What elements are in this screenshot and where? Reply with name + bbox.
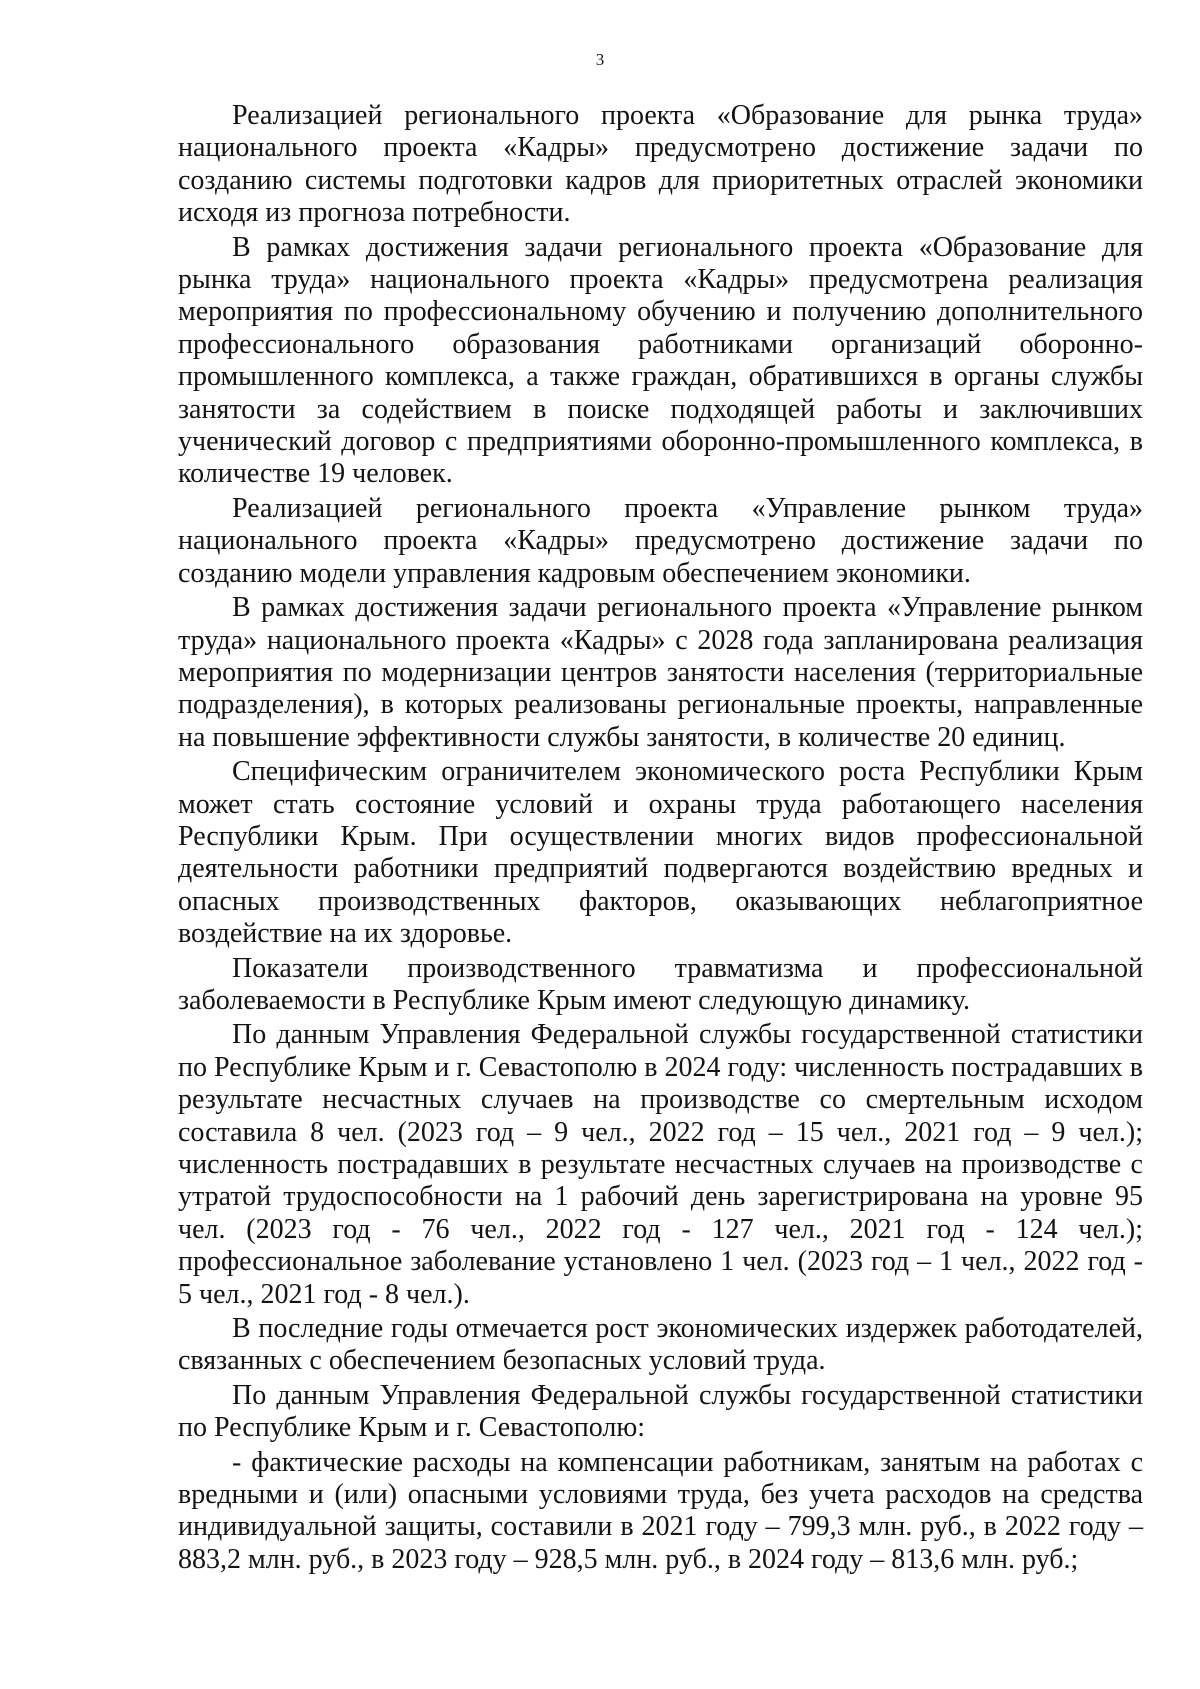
paragraph-labor-market-project: Реализацией регионального проекта «Управление рынком труда» национального проекта «Кадры» предусмотрено достижение задачи по созданию модели управления кадровым обеспечением экономики. [178,492,1143,589]
paragraph-defense-training: В рамках достижения задачи регионального проекта «Образование для рынка труда» национального проекта «Кадры» предусмотрена реализация мероприятия по профессиональному обучению и получению дополнительного профессионального образования работниками организаций оборонно-промышленного комплекса, а также граждан, обратившихся в органы службы занятости за содействием в поиске подходящей работы и заключивших ученический договор с предприятиями оборонно-промышленного комплекса, в количестве 19 человек. [178,231,1143,490]
paragraph-injury-statistics: По данным Управления Федеральной службы государственной статистики по Республике Крым и г. Севастополю в 2024 году: численность пострадавших в результате несчастных случаев на производстве со смертельным исходом составила 8 чел. (2023 год – 9 чел., 2022 год – 15 чел., 2021 год – 9 чел.); численность пострадавших в результате несчастных случаев на производстве с утратой трудоспособности на 1 рабочий день зарегистрирована на уровне 95 чел. (2023 год - 76 чел., 2022 год - 127 чел., 2021 год - 124 чел.); профессиональное заболевание установлено 1 чел. (2023 год – 1 чел., 2022 год - 5 чел., 2021 год - 8 чел.). [178,1019,1143,1310]
document-body [178,100,1143,1576]
page-number: 3 [595,50,605,69]
paragraph-injury-indicators: Показатели производственного травматизма и профессиональной заболеваемости в Республике Крым имеют следующую динамику. [178,952,1143,1016]
paragraph-employer-costs: В последние годы отмечается рост экономических издержек работодателей, связанных с обеспечением безопасных условий труда. [178,1313,1143,1377]
paragraph-statistics-source: По данным Управления Федеральной службы государственной статистики по Республике Крым и г. Севастополю: [178,1379,1143,1444]
list-item-compensation-expenses: - фактические расходы на компенсации работникам, занятым на работах с вредными и (или) опасными условиями труда, без учета расходов на средства индивидуальной защиты, составили в 2021 году – 799,3 млн. руб., в 2022 году – 883,2 млн. руб., в 2023 году – 928,5 млн. руб., в 2024 году – 813,6 млн. руб.; [178,1446,1143,1575]
paragraph-education-project: Реализацией регионального проекта «Образование для рынка труда» национального проекта «Кадры» предусмотрено достижение задачи по созданию системы подготовки кадров для приоритетных отраслей экономики исходя из прогноза потребности. [178,100,1143,229]
paragraph-employment-centers: В рамках достижения задачи регионального проекта «Управление рынком труда» национального проекта «Кадры» с 2028 года запланирована реализация мероприятия по модернизации центров занятости населения (территориальные подразделения), в которых реализованы региональные проекты, направленные на повышение эффективности службы занятости, в количестве 20 единиц. [178,592,1143,753]
paragraph-growth-constraint: Специфическим ограничителем экономического роста Республики Крым может стать состояние условий и охраны труда работающего населения Республики Крым. При осуществлении многих видов профессиональной деятельности работники предприятий подвергаются воздействию вредных и опасных производственных факторов, оказывающих неблагоприятное воздействие на их здоровье. [178,756,1143,950]
